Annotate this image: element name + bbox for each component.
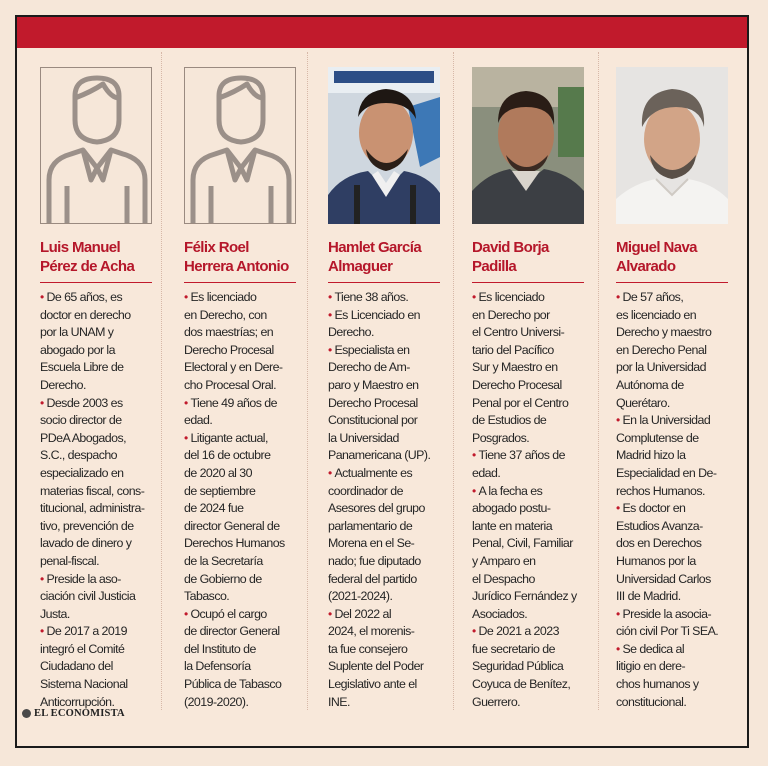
bio-line: Humanos por la bbox=[616, 553, 696, 568]
bio-line: • De 65 años, es bbox=[40, 290, 123, 304]
bio-line: ción civil Por Ti SEA. bbox=[616, 624, 719, 639]
bio-line: • Ocupó el cargo bbox=[184, 606, 267, 621]
candidate-card bbox=[184, 67, 302, 711]
bio-line: (2019-2020). bbox=[184, 694, 249, 709]
bio-line: 2024, el morenis- bbox=[328, 624, 415, 639]
bio-line: director General de bbox=[184, 518, 280, 533]
name-underline bbox=[184, 282, 296, 283]
bio-line: de la Secretaría bbox=[184, 553, 263, 568]
bio-line: tario del Pacífico bbox=[472, 342, 554, 357]
bio-line: coordinador de bbox=[328, 483, 403, 498]
bio-line: Penal, Civil, Familiar bbox=[472, 536, 573, 551]
bio-line: Pública de Tabasco bbox=[184, 677, 282, 692]
bio-line: doctor en derecho bbox=[40, 307, 131, 322]
bio-line: PDeA Abogados, bbox=[40, 430, 126, 445]
bio-line: III de Madrid. bbox=[616, 589, 681, 604]
column-divider bbox=[161, 52, 162, 710]
bio-line: • Del 2022 al bbox=[328, 606, 392, 621]
bio-line: del Instituto de bbox=[184, 641, 256, 656]
bio-line: edad. bbox=[184, 413, 213, 428]
bio-line: • Tiene 37 años de bbox=[472, 448, 565, 463]
bio-line: Morena en el Se- bbox=[328, 536, 415, 551]
bio-line: Tabasco. bbox=[184, 589, 230, 604]
bio-line: de Estudios de bbox=[472, 413, 547, 428]
bio-line: Derecho Procesal bbox=[328, 395, 418, 410]
candidate-bio bbox=[328, 289, 446, 711]
person-silhouette-icon bbox=[184, 67, 296, 224]
bio-line: • De 57 años, bbox=[616, 290, 684, 304]
bio-line: Guerrero. bbox=[472, 694, 521, 709]
bio-line: INE. bbox=[328, 694, 350, 709]
bio-line: • Litigante actual, bbox=[184, 430, 268, 445]
bio-line: en Derecho por bbox=[472, 307, 550, 322]
bio-line: integró el Comité bbox=[40, 641, 125, 656]
bio-line: ta fue consejero bbox=[328, 641, 408, 656]
bio-line: por la Universidad bbox=[616, 360, 706, 375]
bio-line: y Amparo en bbox=[472, 553, 536, 568]
bio-line: Posgrados. bbox=[472, 430, 530, 445]
candidate-bio bbox=[184, 289, 302, 711]
publisher-logo bbox=[22, 708, 125, 719]
candidate-bio bbox=[40, 289, 158, 711]
bio-line: constitucional. bbox=[616, 694, 687, 709]
name-underline bbox=[328, 282, 440, 283]
bio-line: • De 2021 a 2023 bbox=[472, 624, 559, 639]
bio-line: el Centro Universi- bbox=[472, 325, 565, 340]
bio-line: Constitucional por bbox=[328, 413, 418, 428]
bio-line: Querétaro. bbox=[616, 395, 670, 410]
bio-line: • Tiene 38 años. bbox=[328, 290, 409, 304]
bio-line: tivo, prevención de bbox=[40, 518, 134, 533]
bio-line: Derecho de Am- bbox=[328, 360, 410, 375]
candidate-name: Miguel Nava Alvarado bbox=[616, 239, 697, 275]
bio-line: materias fiscal, cons- bbox=[40, 483, 145, 498]
bio-line: de septiembre bbox=[184, 483, 256, 498]
bio-line: Ciudadano del bbox=[40, 659, 113, 674]
bio-line: nado; fue diputado bbox=[328, 553, 421, 568]
bio-line: Seguridad Pública bbox=[472, 659, 564, 674]
bio-line: Sistema Nacional bbox=[40, 677, 128, 692]
bio-line: • Es doctor en bbox=[616, 501, 686, 516]
portrait-photo bbox=[328, 67, 440, 224]
bio-line: • Preside la asocia- bbox=[616, 606, 712, 621]
bio-line: Autónoma de bbox=[616, 377, 684, 392]
bio-line: • Especialista en bbox=[328, 342, 410, 357]
bio-line: Jurídico Fernández y bbox=[472, 589, 577, 604]
bio-line: chos humanos y bbox=[616, 677, 699, 692]
bio-line: de director General bbox=[184, 624, 280, 639]
bio-line: Derecho Procesal bbox=[472, 377, 562, 392]
bio-line: penal-fiscal. bbox=[40, 553, 99, 568]
bio-line: Suplente del Poder bbox=[328, 659, 424, 674]
column-divider bbox=[453, 52, 454, 710]
bio-line: • En la Universidad bbox=[616, 413, 711, 428]
bio-line: Madrid hizo la bbox=[616, 448, 686, 463]
bio-line: Complutense de bbox=[616, 430, 699, 445]
bio-line: rechos Humanos. bbox=[616, 483, 705, 498]
bio-line: Escuela Libre de bbox=[40, 360, 124, 375]
bio-line: (2021-2024). bbox=[328, 589, 393, 604]
bio-line: Especialidad en De- bbox=[616, 465, 717, 480]
name-underline bbox=[472, 282, 584, 283]
bio-line: socio director de bbox=[40, 413, 122, 428]
bio-line: Derecho. bbox=[328, 325, 374, 340]
bio-line: de 2020 al 30 bbox=[184, 465, 252, 480]
bio-line: en Derecho, con bbox=[184, 307, 267, 322]
bio-line: Derecho. bbox=[40, 377, 86, 392]
bio-line: • Es licenciado bbox=[472, 290, 545, 304]
bio-line: Asociados. bbox=[472, 606, 528, 621]
bio-line: federal del partido bbox=[328, 571, 417, 586]
candidate-bio bbox=[616, 289, 734, 711]
bio-line: paro y Maestro en bbox=[328, 377, 419, 392]
bio-line: por la UNAM y bbox=[40, 325, 114, 340]
bio-line: Derecho y maestro bbox=[616, 325, 712, 340]
candidate-name: David Borja Padilla bbox=[472, 239, 549, 275]
bio-line: dos en Derechos bbox=[616, 536, 702, 551]
bio-line: • Es Licenciado en bbox=[328, 307, 421, 322]
header-bar bbox=[17, 17, 747, 48]
bio-line: la Defensoría bbox=[184, 659, 251, 674]
candidate-name: Hamlet García Almaguer bbox=[328, 239, 422, 275]
bio-line: litigio en dere- bbox=[616, 659, 686, 674]
bio-line: la Universidad bbox=[328, 430, 399, 445]
bio-line: Penal por el Centro bbox=[472, 395, 569, 410]
bio-line: especializado en bbox=[40, 465, 124, 480]
bio-line: de Gobierno de bbox=[184, 571, 262, 586]
bio-line: • Es licenciado bbox=[184, 290, 257, 304]
portrait-photo bbox=[616, 67, 728, 224]
candidate-card bbox=[616, 67, 734, 711]
name-underline bbox=[40, 282, 152, 283]
bio-line: Estudios Avanza- bbox=[616, 518, 703, 533]
bio-line: Electoral y en Dere- bbox=[184, 360, 283, 375]
publisher-name: EL ECONOMISTA bbox=[34, 708, 125, 719]
logo-mark-icon bbox=[22, 709, 31, 718]
name-underline bbox=[616, 282, 728, 283]
bio-line: • Preside la aso- bbox=[40, 571, 121, 586]
candidate-bio bbox=[472, 289, 590, 711]
candidate-card bbox=[472, 67, 590, 711]
bio-line: Derechos Humanos bbox=[184, 536, 285, 551]
bio-line: titucional, administra- bbox=[40, 501, 145, 516]
bio-line: Anticorrupción. bbox=[40, 694, 115, 709]
bio-line: dos maestrías; en bbox=[184, 325, 274, 340]
candidate-card bbox=[40, 67, 158, 711]
bio-line: el Despacho bbox=[472, 571, 535, 586]
bio-line: Panamericana (UP). bbox=[328, 448, 431, 463]
bio-line: Asesores del grupo bbox=[328, 501, 425, 516]
bio-line: en Derecho Penal bbox=[616, 342, 707, 357]
candidate-name: Félix Roel Herrera Antonio bbox=[184, 239, 289, 275]
column-divider bbox=[598, 52, 599, 710]
bio-line: • Desde 2003 es bbox=[40, 395, 123, 410]
bio-line: ciación civil Justicia bbox=[40, 589, 136, 604]
bio-line: parlamentario de bbox=[328, 518, 413, 533]
bio-line: lante en materia bbox=[472, 518, 553, 533]
bio-line: abogado por la bbox=[40, 342, 115, 357]
bio-line: es licenciado en bbox=[616, 307, 697, 322]
candidate-name: Luis Manuel Pérez de Acha bbox=[40, 239, 135, 275]
bio-line: de 2024 fue bbox=[184, 501, 244, 516]
bio-line: • Actualmente es bbox=[328, 465, 413, 480]
bio-line: fue secretario de bbox=[472, 641, 555, 656]
portrait-photo bbox=[472, 67, 584, 224]
bio-line: • De 2017 a 2019 bbox=[40, 624, 127, 639]
bio-line: Derecho Procesal bbox=[184, 342, 274, 357]
person-silhouette-icon bbox=[40, 67, 152, 224]
bio-line: edad. bbox=[472, 465, 501, 480]
bio-line: lavado de dinero y bbox=[40, 536, 132, 551]
bio-line: abogado postu- bbox=[472, 501, 551, 516]
bio-line: S.C., despacho bbox=[40, 448, 118, 463]
bio-line: Legislativo ante el bbox=[328, 677, 417, 692]
bio-line: • Se dedica al bbox=[616, 641, 685, 656]
bio-line: Coyuca de Benítez, bbox=[472, 677, 571, 692]
candidate-card bbox=[328, 67, 446, 711]
bio-line: cho Procesal Oral. bbox=[184, 377, 277, 392]
bio-line: Sur y Maestro en bbox=[472, 360, 558, 375]
bio-line: Justa. bbox=[40, 606, 70, 621]
bio-line: Universidad Carlos bbox=[616, 571, 711, 586]
bio-line: del 16 de octubre bbox=[184, 448, 271, 463]
bio-line: • A la fecha es bbox=[472, 483, 543, 498]
bio-line: • Tiene 49 años de bbox=[184, 395, 277, 410]
column-divider bbox=[307, 52, 308, 710]
